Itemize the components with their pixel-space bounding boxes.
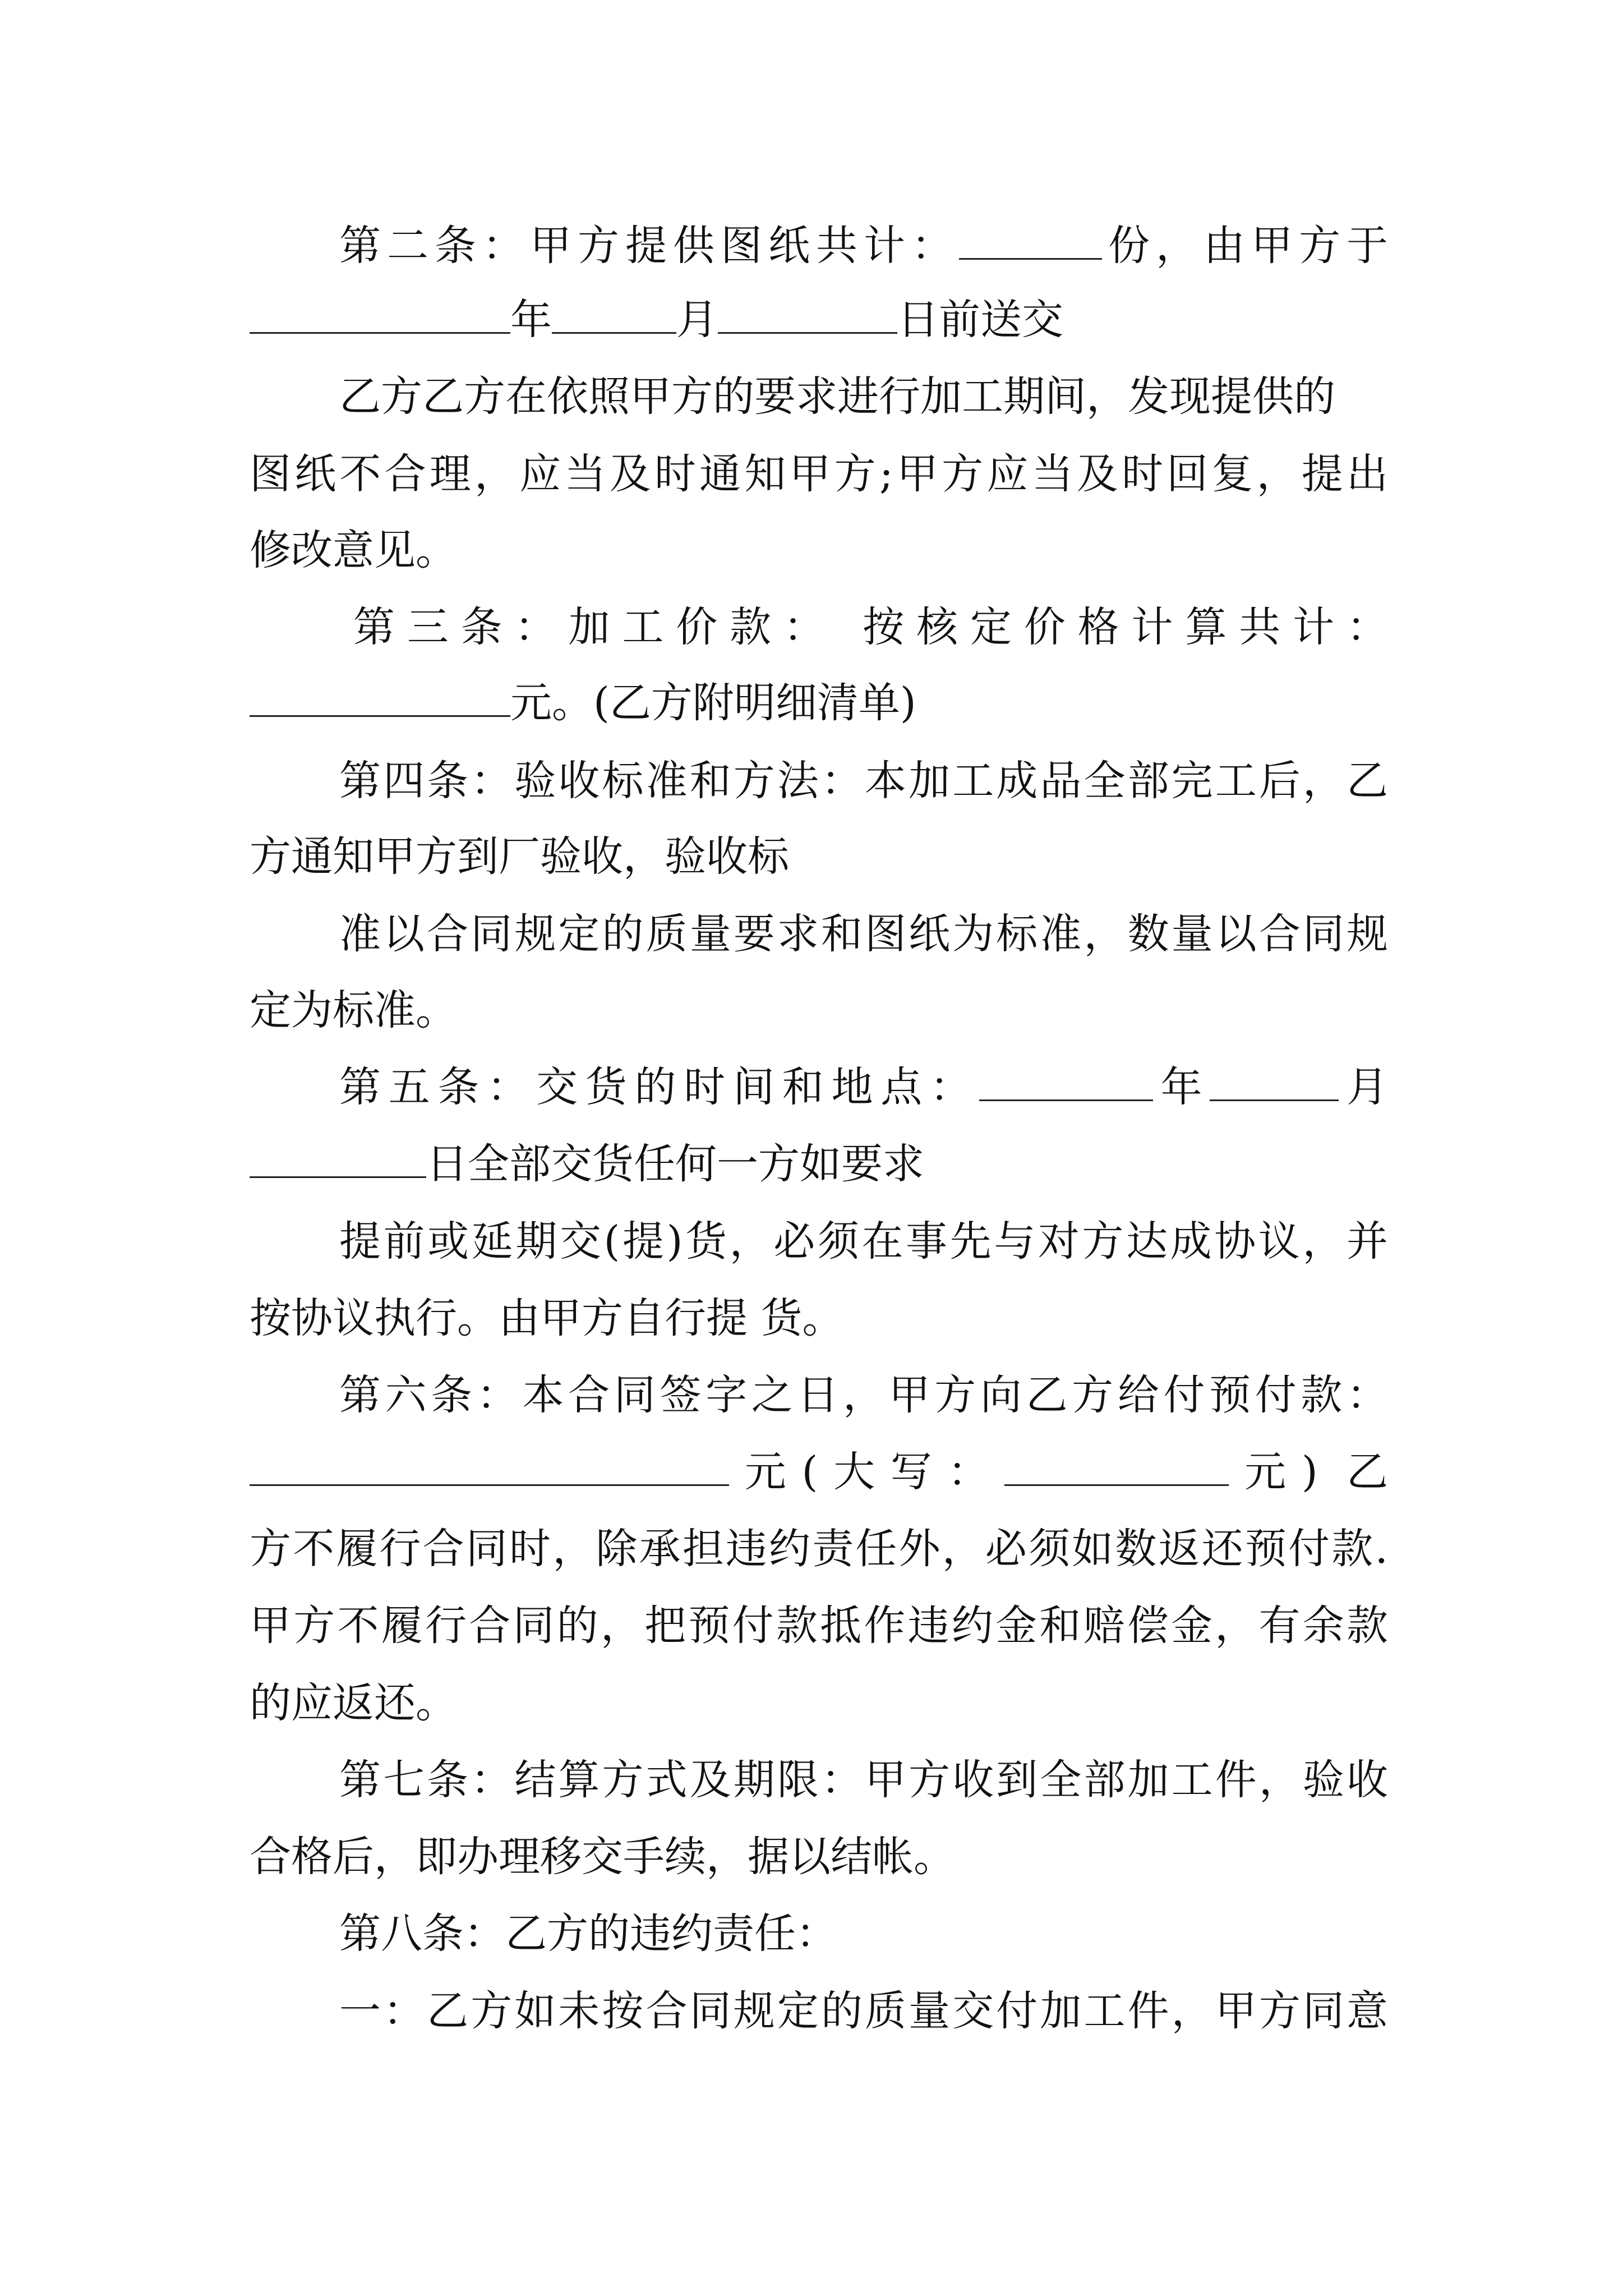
clause-3-line-1: 第三条：加工价款： 按核定价格计算共计： bbox=[353, 603, 1388, 651]
clause-5-text-a: 第五条：交货的时间和地点： bbox=[339, 1063, 979, 1111]
clause-2-text-b: 份，由甲方于 bbox=[1102, 222, 1388, 270]
blank-price-amount bbox=[250, 678, 510, 717]
clause-5-month-label: 月 bbox=[1339, 1063, 1388, 1111]
clause-2-text-a: 第二条：甲方提供图纸共计： bbox=[339, 222, 959, 270]
clause-5-year-label: 年 bbox=[1152, 1063, 1210, 1111]
clause-2-line-1 bbox=[339, 215, 1388, 277]
clause-2-year-label: 年 bbox=[510, 296, 552, 344]
clause-3-line-2 bbox=[250, 672, 1388, 734]
blank-delivery-year bbox=[979, 1062, 1153, 1101]
blank-copies-count bbox=[959, 221, 1102, 260]
clause-4-line-3: 准以合同规定的质量要求和图纸为标准，数量以合同规 bbox=[339, 910, 1388, 958]
clause-4-line-2: 方通知甲方到厂验收，验收标 bbox=[250, 832, 789, 881]
clause-5-line-3: 提前或延期交(提)货，必须在事先与对方达成协议，并 bbox=[339, 1217, 1388, 1266]
blank-month bbox=[552, 295, 676, 334]
clause-8-line-1: 第八条：乙方的违约责任： bbox=[339, 1910, 837, 1958]
clause-8-line-2: 一：乙方如未按合同规定的质量交付加工件，甲方同意 bbox=[339, 1987, 1388, 2035]
blank-year bbox=[250, 295, 510, 334]
clause-2-month-label: 月 bbox=[676, 296, 718, 344]
modify-paragraph-line-1: 乙方乙方在依照甲方的要求进行加工期间，发现提供的 bbox=[339, 372, 1335, 421]
blank-delivery-month bbox=[1210, 1062, 1339, 1101]
modify-paragraph-line-2: 图纸不合理，应当及时通知甲方;甲方应当及时回复，提出 bbox=[250, 450, 1388, 498]
clause-6-text-b: 元) 乙 bbox=[1229, 1448, 1388, 1496]
clause-6-line-5: 的应返还。 bbox=[250, 1679, 457, 1727]
blank-day bbox=[718, 295, 897, 334]
clause-7-line-2: 合格后，即办理移交手续，据以结帐。 bbox=[250, 1833, 955, 1881]
clause-5-line-4: 按协议执行。由甲方自行提 货。 bbox=[250, 1294, 844, 1342]
clause-4-line-4: 定为标准。 bbox=[250, 986, 457, 1034]
clause-6-line-2 bbox=[250, 1441, 1388, 1503]
clause-6-line-3: 方不履行合同时，除承担违约责任外，必须如数返还预付款. bbox=[250, 1525, 1388, 1573]
clause-5-line-2 bbox=[250, 1133, 1388, 1195]
clause-5-line-1 bbox=[339, 1056, 1388, 1118]
clause-6-capital-label: 元(大写： bbox=[729, 1448, 1005, 1496]
modify-paragraph-line-3: 修改意见。 bbox=[250, 526, 457, 574]
clause-5-day-text: 日全部交货任何一方如要求 bbox=[426, 1140, 924, 1188]
clause-4-line-1: 第四条：验收标准和方法：本加工成品全部完工后，乙 bbox=[339, 757, 1388, 805]
blank-prepayment-amount bbox=[250, 1447, 729, 1486]
blank-prepayment-capital bbox=[1004, 1447, 1229, 1486]
clause-2-day-label: 日前送交 bbox=[897, 296, 1063, 344]
clause-3-text: 元。(乙方附明细清单) bbox=[510, 679, 916, 727]
clause-7-line-1: 第七条：结算方式及期限：甲方收到全部加工件，验收 bbox=[339, 1756, 1388, 1804]
clause-6-line-1: 第六条：本合同签字之日，甲方向乙方给付预付款： bbox=[339, 1371, 1388, 1419]
clause-6-line-4: 甲方不履行合同的，把预付款抵作违约金和赔偿金，有余款 bbox=[250, 1602, 1388, 1650]
blank-delivery-day bbox=[250, 1139, 426, 1178]
clause-2-line-2 bbox=[250, 289, 1388, 351]
